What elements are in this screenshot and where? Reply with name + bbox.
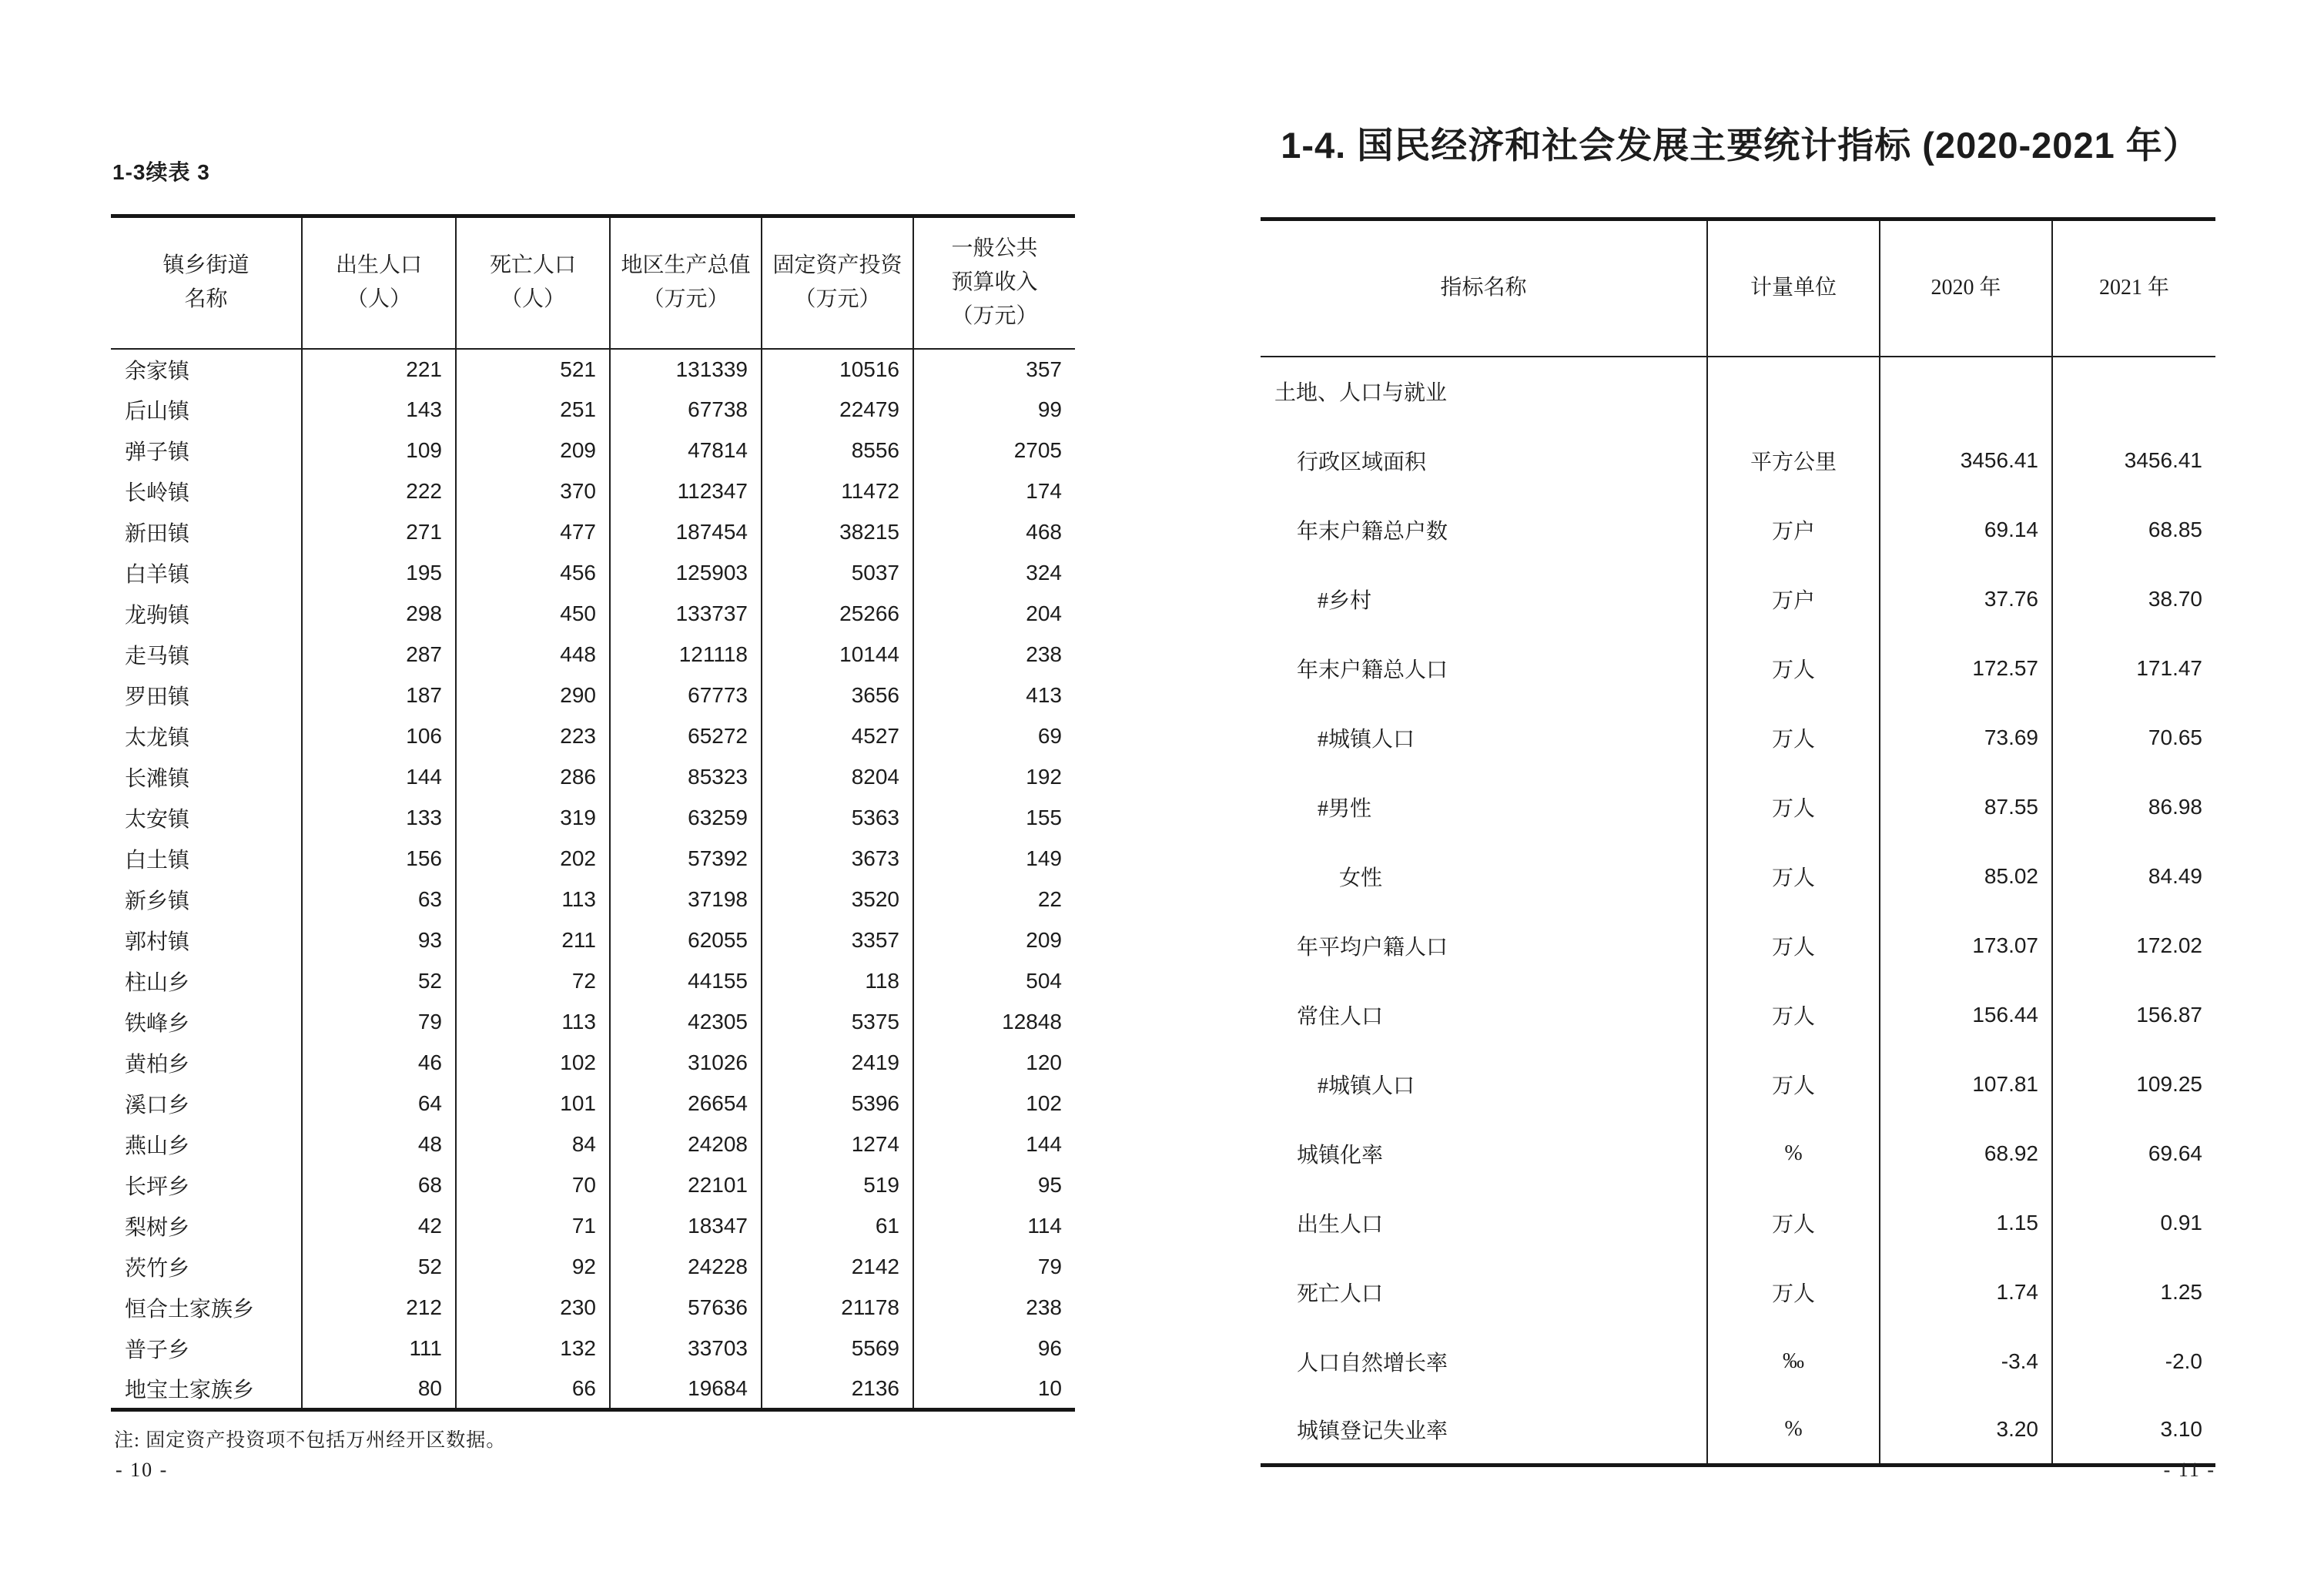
value-cell: 298	[302, 594, 456, 635]
value-cell: 149	[913, 839, 1075, 879]
table-row	[1261, 772, 2215, 842]
unit-cell	[1707, 357, 1880, 426]
unit-cell: 万人	[1707, 772, 1880, 842]
value-cell: 271	[302, 512, 456, 553]
value-cell: 12848	[913, 1002, 1075, 1043]
value-2020-cell: 87.55	[1880, 772, 2052, 842]
value-cell: 111	[302, 1328, 456, 1369]
value-cell: 22101	[610, 1165, 762, 1206]
value-cell: 67738	[610, 390, 762, 431]
value-cell: 8204	[762, 757, 913, 798]
table-row	[111, 1084, 1075, 1124]
left-table-caption: 1-3续表 3	[112, 160, 210, 184]
value-cell: 79	[913, 1247, 1075, 1288]
table-row	[111, 920, 1075, 961]
indicators-table-header	[1261, 219, 2215, 357]
column-header	[456, 216, 610, 349]
value-2020-cell: 69.14	[1880, 495, 2052, 565]
value-cell: 3520	[762, 879, 913, 920]
value-cell: 10	[913, 1369, 1075, 1410]
town-name-cell: 新乡镇	[125, 889, 190, 913]
right-table-title: 1-4. 国民经济和社会发展主要统计指标 (2020-2021 年）	[1281, 125, 2200, 166]
value-cell: 65272	[610, 716, 762, 757]
value-cell: 64	[302, 1084, 456, 1124]
value-cell: 71	[456, 1206, 610, 1247]
town-name-cell: 茨竹乡	[125, 1257, 190, 1281]
page-number-left: - 10 -	[116, 1459, 169, 1481]
town-name-cell: 铁峰乡	[125, 1012, 190, 1036]
table-row	[1261, 495, 2215, 565]
table-row	[111, 594, 1075, 635]
town-name-cell: 地宝土家族乡	[125, 1378, 255, 1402]
table-row	[1261, 634, 2215, 703]
value-cell: 370	[456, 471, 610, 512]
value-cell: 290	[456, 675, 610, 716]
indicator-name-cell: #城镇人口	[1318, 727, 1415, 752]
value-cell: 68	[302, 1165, 456, 1206]
page-number-right: - 11 -	[2163, 1459, 2215, 1481]
unit-cell: 万人	[1707, 1050, 1880, 1119]
value-cell: 10516	[762, 349, 913, 390]
value-cell: 113	[456, 1002, 610, 1043]
indicator-name-cell: 城镇化率	[1297, 1143, 1384, 1168]
town-name-cell: 新田镇	[125, 522, 190, 546]
footnote: 注: 固定资产投资项不包括万州经开区数据。	[114, 1430, 507, 1451]
value-cell: 38215	[762, 512, 913, 553]
towns-table-header	[111, 216, 1075, 349]
value-cell: 24208	[610, 1124, 762, 1165]
column-header	[610, 216, 762, 349]
value-cell: 209	[913, 920, 1075, 961]
column-header-line: 死亡人口	[489, 253, 576, 278]
value-cell: 8556	[762, 431, 913, 471]
value-2021-cell: 69.64	[2052, 1119, 2215, 1188]
table-row	[111, 1165, 1075, 1206]
value-cell: 18347	[610, 1206, 762, 1247]
value-cell: 69	[913, 716, 1075, 757]
indicator-name-cell: 死亡人口	[1297, 1281, 1384, 1306]
value-cell: 5363	[762, 798, 913, 839]
table-row	[111, 1002, 1075, 1043]
table-row	[111, 1124, 1075, 1165]
town-name-cell: 普子乡	[125, 1338, 190, 1362]
value-cell: 521	[456, 349, 610, 390]
indicators-table	[1261, 217, 2215, 1467]
table-row	[1261, 1050, 2215, 1119]
value-cell: 25266	[762, 594, 913, 635]
value-cell: 24228	[610, 1247, 762, 1288]
value-2021-cell: -2.0	[2052, 1327, 2215, 1396]
value-cell: 132	[456, 1328, 610, 1369]
value-cell: 450	[456, 594, 610, 635]
value-2021-cell: 109.25	[2052, 1050, 2215, 1119]
column-header-line: （万元）	[794, 287, 881, 312]
value-2021-cell: 38.70	[2052, 565, 2215, 634]
unit-cell: %	[1707, 1119, 1880, 1188]
value-cell: 31026	[610, 1043, 762, 1084]
table-row	[1261, 1188, 2215, 1258]
value-2021-cell: 68.85	[2052, 495, 2215, 565]
value-cell: 133737	[610, 594, 762, 635]
town-name-cell: 后山镇	[125, 400, 190, 424]
value-cell: 72	[456, 961, 610, 1002]
value-cell: 222	[302, 471, 456, 512]
table-row	[111, 1328, 1075, 1369]
value-cell: 187454	[610, 512, 762, 553]
value-cell: 46	[302, 1043, 456, 1084]
value-2020-cell	[1880, 357, 2052, 426]
towns-table-body	[111, 349, 1075, 1410]
indicator-name-cell: 土地、人口与就业	[1274, 381, 1448, 405]
town-name-cell: 白羊镇	[125, 563, 190, 587]
column-header-line: 名称	[184, 287, 228, 312]
value-cell: 22479	[762, 390, 913, 431]
value-cell: 47814	[610, 431, 762, 471]
table-row	[111, 1369, 1075, 1410]
town-name-cell: 长滩镇	[125, 767, 190, 791]
table-row	[1261, 1258, 2215, 1327]
table-row	[111, 716, 1075, 757]
table-row	[1261, 1396, 2215, 1466]
column-header-line: 一般公共	[951, 236, 1038, 261]
value-cell: 61	[762, 1206, 913, 1247]
column-header: 2021 年	[2052, 219, 2215, 357]
unit-cell: 万人	[1707, 1258, 1880, 1327]
table-row	[1261, 911, 2215, 980]
value-cell: 63	[302, 879, 456, 920]
value-cell: 114	[913, 1206, 1075, 1247]
value-cell: 286	[456, 757, 610, 798]
value-cell: 67773	[610, 675, 762, 716]
value-2020-cell: 73.69	[1880, 703, 2052, 772]
indicator-name-cell: #城镇人口	[1318, 1074, 1415, 1098]
indicators-table-body	[1261, 357, 2215, 1466]
value-cell: 204	[913, 594, 1075, 635]
value-cell: 3673	[762, 839, 913, 879]
value-cell: 504	[913, 961, 1075, 1002]
value-cell: 52	[302, 1247, 456, 1288]
value-2020-cell: 85.02	[1880, 842, 2052, 911]
town-name-cell: 龙驹镇	[125, 604, 190, 628]
town-name-cell: 太安镇	[125, 808, 190, 832]
town-name-cell: 柱山乡	[125, 971, 190, 995]
value-cell: 33703	[610, 1328, 762, 1369]
value-cell: 187	[302, 675, 456, 716]
value-cell: 144	[913, 1124, 1075, 1165]
town-name-cell: 梨树乡	[125, 1216, 190, 1240]
value-cell: 5375	[762, 1002, 913, 1043]
table-row	[111, 961, 1075, 1002]
value-cell: 251	[456, 390, 610, 431]
town-name-cell: 走马镇	[125, 645, 190, 668]
town-name-cell: 燕山乡	[125, 1134, 190, 1158]
column-header	[302, 216, 456, 349]
table-row	[111, 1288, 1075, 1328]
value-2021-cell: 172.02	[2052, 911, 2215, 980]
value-cell: 121118	[610, 635, 762, 675]
indicator-name-cell: 年末户籍总户数	[1297, 519, 1448, 544]
column-header-line: 镇乡街道	[162, 253, 249, 278]
value-cell: 4527	[762, 716, 913, 757]
unit-cell: 万人	[1707, 911, 1880, 980]
value-cell: 57636	[610, 1288, 762, 1328]
value-cell: 5569	[762, 1328, 913, 1369]
value-cell: 106	[302, 716, 456, 757]
value-2021-cell	[2052, 357, 2215, 426]
value-cell: 10144	[762, 635, 913, 675]
value-2020-cell: -3.4	[1880, 1327, 2052, 1396]
unit-cell: 万人	[1707, 842, 1880, 911]
table-row	[111, 553, 1075, 594]
header-row	[1261, 219, 2215, 357]
indicator-name-cell: 城镇登记失业率	[1297, 1419, 1448, 1444]
unit-cell: 万人	[1707, 1188, 1880, 1258]
value-2020-cell: 1.74	[1880, 1258, 2052, 1327]
value-2021-cell: 3456.41	[2052, 426, 2215, 495]
town-name-cell: 长坪乡	[125, 1175, 190, 1199]
value-cell: 3357	[762, 920, 913, 961]
column-header-line: （人）	[346, 287, 411, 312]
value-cell: 468	[913, 512, 1075, 553]
value-2020-cell: 156.44	[1880, 980, 2052, 1050]
value-cell: 80	[302, 1369, 456, 1410]
value-cell: 22	[913, 879, 1075, 920]
value-cell: 144	[302, 757, 456, 798]
value-cell: 5037	[762, 553, 913, 594]
value-2020-cell: 3.20	[1880, 1396, 2052, 1466]
value-cell: 113	[456, 879, 610, 920]
value-cell: 202	[456, 839, 610, 879]
indicator-name-cell: 年末户籍总人口	[1297, 658, 1448, 682]
value-cell: 448	[456, 635, 610, 675]
value-cell: 143	[302, 390, 456, 431]
value-cell: 2419	[762, 1043, 913, 1084]
value-cell: 42	[302, 1206, 456, 1247]
value-cell: 221	[302, 349, 456, 390]
value-cell: 92	[456, 1247, 610, 1288]
value-cell: 2705	[913, 431, 1075, 471]
column-header-line: （人）	[500, 287, 565, 312]
indicator-name-cell: 出生人口	[1297, 1212, 1384, 1237]
value-cell: 477	[456, 512, 610, 553]
value-cell: 413	[913, 675, 1075, 716]
indicator-name-cell: #乡村	[1318, 588, 1372, 613]
value-cell: 19684	[610, 1369, 762, 1410]
table-row	[1261, 980, 2215, 1050]
column-header: 2020 年	[1880, 219, 2052, 357]
table-row	[1261, 1327, 2215, 1396]
value-cell: 70	[456, 1165, 610, 1206]
value-2020-cell: 173.07	[1880, 911, 2052, 980]
value-cell: 48	[302, 1124, 456, 1165]
value-cell: 2142	[762, 1247, 913, 1288]
value-cell: 63259	[610, 798, 762, 839]
table-row	[111, 431, 1075, 471]
value-cell: 44155	[610, 961, 762, 1002]
town-name-cell: 黄柏乡	[125, 1053, 190, 1077]
value-cell: 195	[302, 553, 456, 594]
column-header-line: （万元）	[951, 304, 1038, 329]
town-name-cell: 余家镇	[125, 359, 190, 384]
table-row	[111, 512, 1075, 553]
value-cell: 2136	[762, 1369, 913, 1410]
table-row	[1261, 357, 2215, 426]
value-cell: 95	[913, 1165, 1075, 1206]
value-cell: 102	[913, 1084, 1075, 1124]
value-2021-cell: 86.98	[2052, 772, 2215, 842]
town-name-cell: 长岭镇	[125, 481, 190, 505]
table-row	[111, 635, 1075, 675]
indicator-name-cell: 年平均户籍人口	[1297, 935, 1448, 960]
table-row	[111, 839, 1075, 879]
value-2020-cell: 172.57	[1880, 634, 2052, 703]
value-cell: 125903	[610, 553, 762, 594]
table-row	[111, 798, 1075, 839]
column-header-line: （万元）	[642, 287, 729, 312]
value-cell: 230	[456, 1288, 610, 1328]
table-row	[111, 1247, 1075, 1288]
column-header-line: 地区生产总值	[621, 253, 751, 278]
value-2021-cell: 171.47	[2052, 634, 2215, 703]
value-cell: 1274	[762, 1124, 913, 1165]
value-2020-cell: 1.15	[1880, 1188, 2052, 1258]
value-cell: 519	[762, 1165, 913, 1206]
table-row	[111, 1043, 1075, 1084]
table-row	[1261, 842, 2215, 911]
table-row	[111, 675, 1075, 716]
value-cell: 37198	[610, 879, 762, 920]
value-cell: 96	[913, 1328, 1075, 1369]
table-row	[111, 757, 1075, 798]
indicator-name-cell: 行政区域面积	[1297, 450, 1427, 474]
unit-cell: 万人	[1707, 980, 1880, 1050]
value-cell: 52	[302, 961, 456, 1002]
header-row	[111, 216, 1075, 349]
value-cell: 287	[302, 635, 456, 675]
value-cell: 66	[456, 1369, 610, 1410]
indicator-name-cell: #男性	[1318, 796, 1372, 821]
column-header	[111, 216, 302, 349]
column-header	[762, 216, 913, 349]
value-cell: 85323	[610, 757, 762, 798]
value-2021-cell: 0.91	[2052, 1188, 2215, 1258]
table-row	[1261, 426, 2215, 495]
value-cell: 357	[913, 349, 1075, 390]
value-cell: 212	[302, 1288, 456, 1328]
town-name-cell: 郭村镇	[125, 930, 190, 954]
town-name-cell: 弹子镇	[125, 441, 190, 464]
value-cell: 174	[913, 471, 1075, 512]
value-cell: 99	[913, 390, 1075, 431]
value-cell: 238	[913, 1288, 1075, 1328]
unit-cell: %	[1707, 1396, 1880, 1466]
column-header: 计量单位	[1707, 219, 1880, 357]
value-2020-cell: 3456.41	[1880, 426, 2052, 495]
value-cell: 101	[456, 1084, 610, 1124]
table-row	[111, 471, 1075, 512]
unit-cell: 万人	[1707, 634, 1880, 703]
unit-cell: 平方公里	[1707, 426, 1880, 495]
value-2021-cell: 156.87	[2052, 980, 2215, 1050]
value-cell: 84	[456, 1124, 610, 1165]
value-cell: 11472	[762, 471, 913, 512]
town-name-cell: 太龙镇	[125, 726, 190, 750]
value-2021-cell: 70.65	[2052, 703, 2215, 772]
table-row	[1261, 565, 2215, 634]
column-header	[913, 216, 1075, 349]
town-name-cell: 恒合土家族乡	[125, 1298, 255, 1322]
value-cell: 456	[456, 553, 610, 594]
value-cell: 5396	[762, 1084, 913, 1124]
value-cell: 324	[913, 553, 1075, 594]
value-cell: 120	[913, 1043, 1075, 1084]
value-cell: 192	[913, 757, 1075, 798]
table-row	[111, 349, 1075, 390]
towns-statistics-table	[111, 214, 1075, 1412]
unit-cell: 万户	[1707, 495, 1880, 565]
value-cell: 211	[456, 920, 610, 961]
value-cell: 133	[302, 798, 456, 839]
town-name-cell: 溪口乡	[125, 1094, 190, 1117]
value-cell: 238	[913, 635, 1075, 675]
table-row	[1261, 1119, 2215, 1188]
value-cell: 209	[456, 431, 610, 471]
value-2021-cell: 84.49	[2052, 842, 2215, 911]
value-cell: 223	[456, 716, 610, 757]
value-2020-cell: 107.81	[1880, 1050, 2052, 1119]
town-name-cell: 罗田镇	[125, 685, 190, 709]
unit-cell: 万人	[1707, 703, 1880, 772]
unit-cell: 万户	[1707, 565, 1880, 634]
column-header-line: 出生人口	[335, 253, 422, 278]
value-cell: 3656	[762, 675, 913, 716]
table-row	[111, 1206, 1075, 1247]
column-header: 指标名称	[1261, 219, 1707, 357]
value-cell: 131339	[610, 349, 762, 390]
column-header-line: 固定资产投资	[772, 253, 902, 278]
value-cell: 102	[456, 1043, 610, 1084]
indicator-name-cell: 女性	[1339, 866, 1383, 890]
town-name-cell: 白土镇	[125, 849, 190, 873]
value-cell: 118	[762, 961, 913, 1002]
value-cell: 155	[913, 798, 1075, 839]
value-cell: 79	[302, 1002, 456, 1043]
table-row	[1261, 703, 2215, 772]
value-cell: 109	[302, 431, 456, 471]
value-cell: 21178	[762, 1288, 913, 1328]
value-2020-cell: 68.92	[1880, 1119, 2052, 1188]
value-cell: 42305	[610, 1002, 762, 1043]
table-row	[111, 879, 1075, 920]
column-header-line: 预算收入	[951, 270, 1038, 295]
value-cell: 57392	[610, 839, 762, 879]
indicator-name-cell: 常住人口	[1297, 1004, 1384, 1029]
value-cell: 62055	[610, 920, 762, 961]
value-cell: 156	[302, 839, 456, 879]
table-row	[111, 390, 1075, 431]
unit-cell: ‰	[1707, 1327, 1880, 1396]
value-cell: 93	[302, 920, 456, 961]
value-2021-cell: 3.10	[2052, 1396, 2215, 1466]
value-cell: 112347	[610, 471, 762, 512]
value-2021-cell: 1.25	[2052, 1258, 2215, 1327]
indicator-name-cell: 人口自然增长率	[1297, 1351, 1448, 1375]
value-cell: 26654	[610, 1084, 762, 1124]
value-cell: 319	[456, 798, 610, 839]
value-2020-cell: 37.76	[1880, 565, 2052, 634]
